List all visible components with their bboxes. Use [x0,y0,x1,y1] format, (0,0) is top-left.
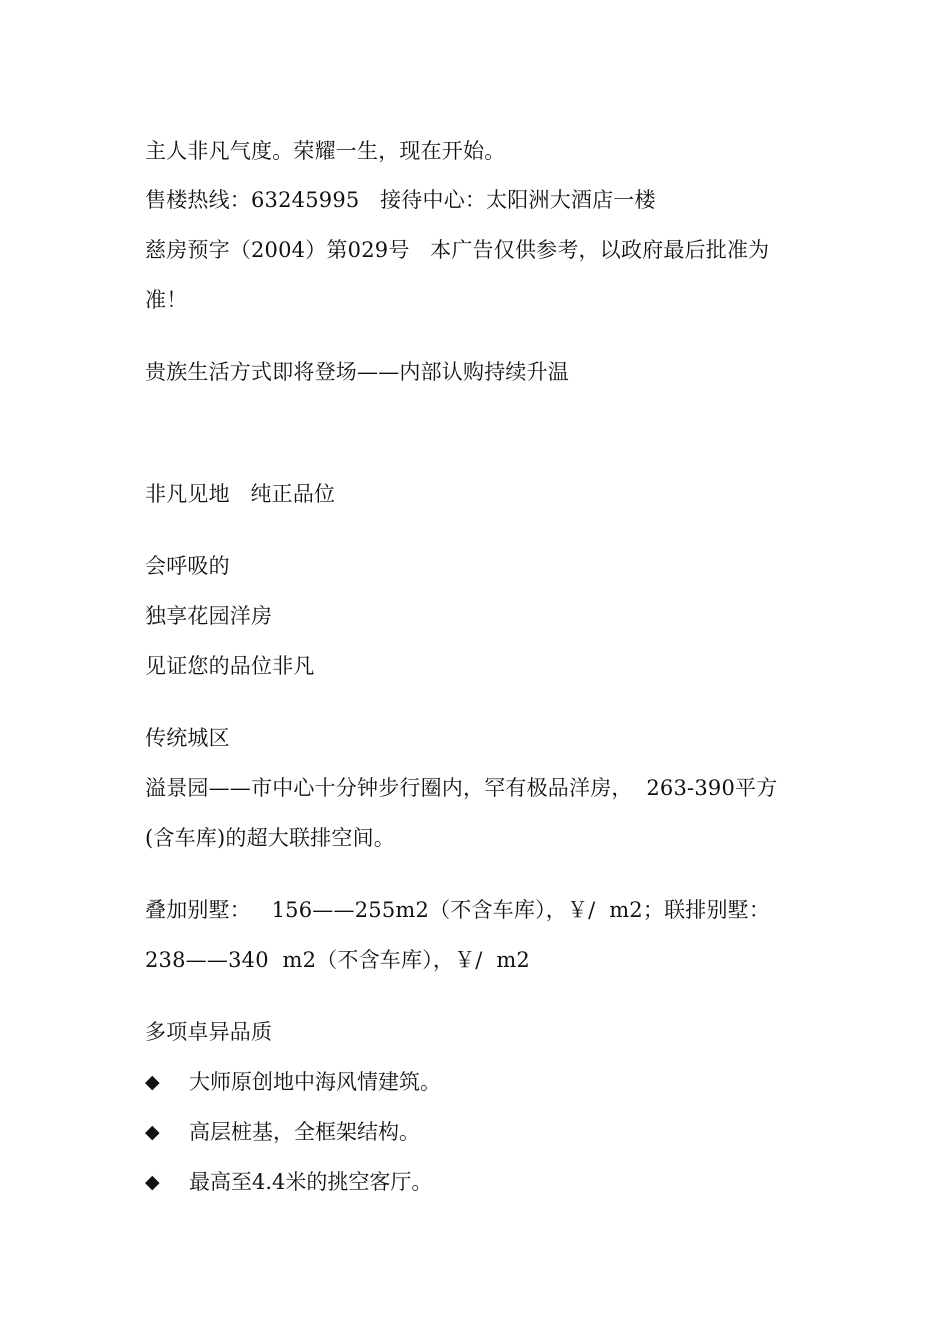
headline: 贵族生活方式即将登场——内部认购持续升温 [145,360,569,384]
list-item: 最高至4.4米的挑空客厅。 [189,1170,433,1194]
diamond-bullet-icon: ◆ [145,1071,160,1093]
pricing-line-continued: 238——340 m2（不含车库），￥/ m2 [145,948,530,972]
tagline-breathing: 会呼吸的 [145,554,230,578]
tagline-garden-house: 独享花园洋房 [145,604,273,628]
pricing-line: 叠加别墅： 156——255m2（不含车库），￥/ m2；联排别墅： [145,898,771,922]
slogan-line: 主人非凡气度。荣耀一生，现在开始。 [145,139,506,163]
section-heading-district: 传统城区 [145,726,230,750]
description-line: 溢景园——市中心十分钟步行圈内，罕有极品洋房， 263-390平方 [145,776,778,800]
diamond-bullet-icon: ◆ [145,1171,160,1193]
list-item: 大师原创地中海风情建筑。 [189,1070,441,1094]
description-line-continued: (含车库)的超大联排空间。 [145,826,395,850]
hotline-line: 售楼热线：63245995 接待中心：太阳洲大酒店一楼 [145,188,656,212]
tagline-witness: 见证您的品位非凡 [145,654,315,678]
section-heading-quality: 多项卓异品质 [145,1020,273,1044]
diamond-bullet-icon: ◆ [145,1121,160,1143]
permit-line: 慈房预字（2004）第029号 本广告仅供参考，以政府最后批准为 [145,238,770,262]
section-heading-taste: 非凡见地 纯正品位 [145,482,336,506]
permit-line-continued: 准！ [145,288,188,312]
list-item: 高层桩基，全框架结构。 [189,1120,420,1144]
